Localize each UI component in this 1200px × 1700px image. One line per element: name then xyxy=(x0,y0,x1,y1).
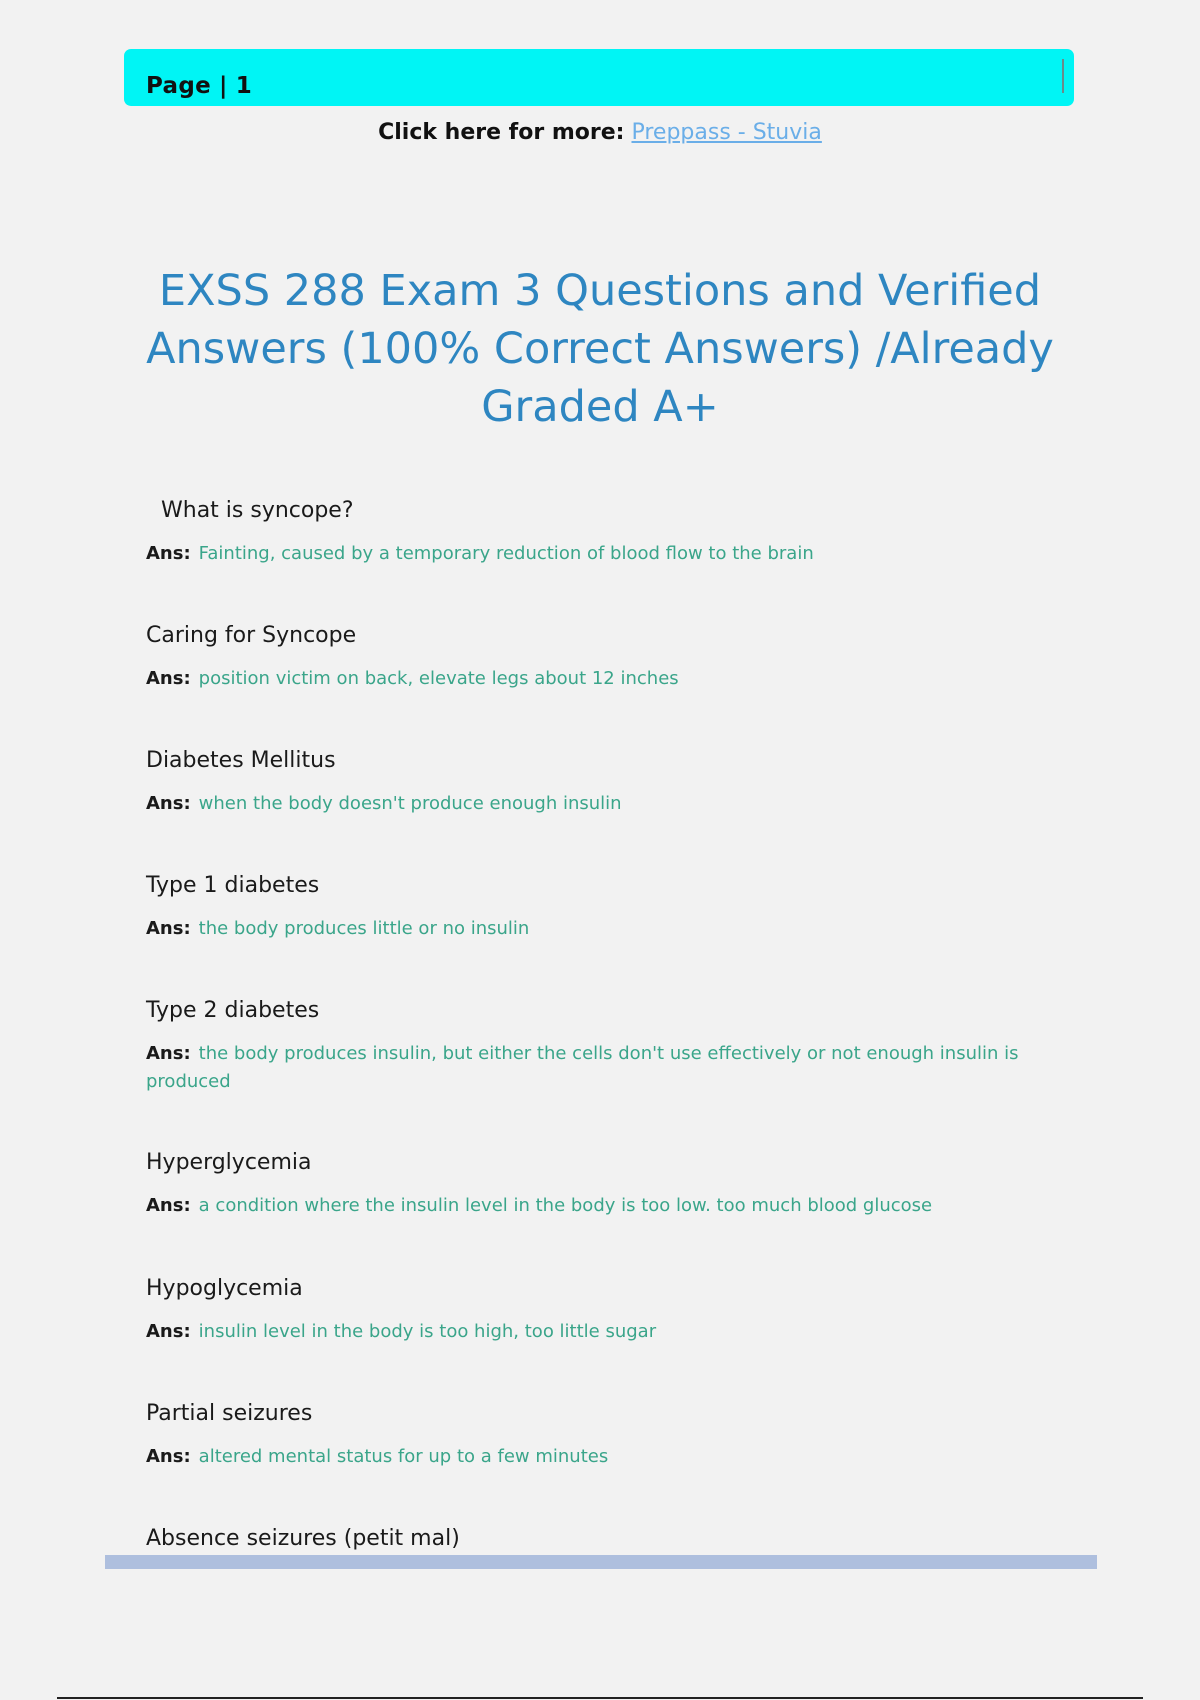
answer xyxy=(146,915,1076,943)
ans-label: Ans: xyxy=(146,1321,191,1342)
ans-label: Ans: xyxy=(146,1043,191,1064)
qa-item xyxy=(146,1399,1076,1471)
page-bottom-rule xyxy=(57,1697,1143,1699)
preppass-stuvia-link[interactable]: Preppass - Stuvia xyxy=(631,120,822,145)
answer-text: position victim on back, elevate legs about 12 inches xyxy=(198,668,679,689)
answer xyxy=(146,1192,1076,1220)
page-word: Page xyxy=(146,73,212,99)
qa-item xyxy=(146,496,1091,568)
more-label: Click here for more: xyxy=(378,120,625,145)
answer xyxy=(146,1040,1076,1096)
answer-text: Fainting, caused by a temporary reduction of blood flow to the brain xyxy=(198,543,814,564)
page-number: 1 xyxy=(235,73,253,99)
page-separator: | xyxy=(219,73,228,99)
answer-text: a condition where the insulin level in the body is too low. too much blood glucose xyxy=(198,1195,933,1216)
question: Diabetes Mellitus xyxy=(146,748,336,773)
answer-text: the body produces little or no insulin xyxy=(198,918,530,939)
answer xyxy=(146,1318,1076,1346)
question: Type 2 diabetes xyxy=(146,998,320,1023)
ans-label: Ans: xyxy=(146,793,191,814)
page-header-bar xyxy=(124,49,1074,106)
question: Type 1 diabetes xyxy=(146,873,320,898)
qa-item xyxy=(146,1274,1076,1346)
question: Absence seizures (petit mal) xyxy=(146,1526,460,1551)
qa-item xyxy=(146,621,1076,693)
answer-text: altered mental status for up to a few minutes xyxy=(198,1446,609,1467)
document-title: EXSS 288 Exam 3 Questions and Verified Answers (100% Correct Answers) /Already Graded A+ xyxy=(146,266,1054,432)
qa-item xyxy=(146,871,1076,943)
ans-label: Ans: xyxy=(146,543,191,564)
header-divider xyxy=(1062,59,1064,93)
answer xyxy=(146,540,1091,568)
page-footer-bar xyxy=(105,1555,1097,1569)
answer-text: when the body doesn't produce enough insulin xyxy=(198,793,622,814)
ans-label: Ans: xyxy=(146,668,191,689)
question: Caring for Syncope xyxy=(146,623,357,648)
answer xyxy=(146,665,1076,693)
page-number-label xyxy=(146,73,252,99)
qa-item xyxy=(146,1524,1076,1554)
ans-label: Ans: xyxy=(146,1195,191,1216)
answer xyxy=(146,1443,1076,1471)
question: Hypoglycemia xyxy=(146,1276,303,1301)
ans-label: Ans: xyxy=(146,1446,191,1467)
more-info-line xyxy=(0,120,1200,145)
question: What is syncope? xyxy=(161,498,354,523)
qa-item xyxy=(146,996,1076,1096)
answer-text: insulin level in the body is too high, too little sugar xyxy=(198,1321,657,1342)
qa-item xyxy=(146,1148,1076,1220)
qa-item xyxy=(146,746,1076,818)
ans-label: Ans: xyxy=(146,918,191,939)
answer-text: the body produces insulin, but either the cells don't use effectively or not enough insulin is produced xyxy=(146,1043,1019,1092)
question: Hyperglycemia xyxy=(146,1150,312,1175)
question: Partial seizures xyxy=(146,1401,313,1426)
answer xyxy=(146,790,1076,818)
